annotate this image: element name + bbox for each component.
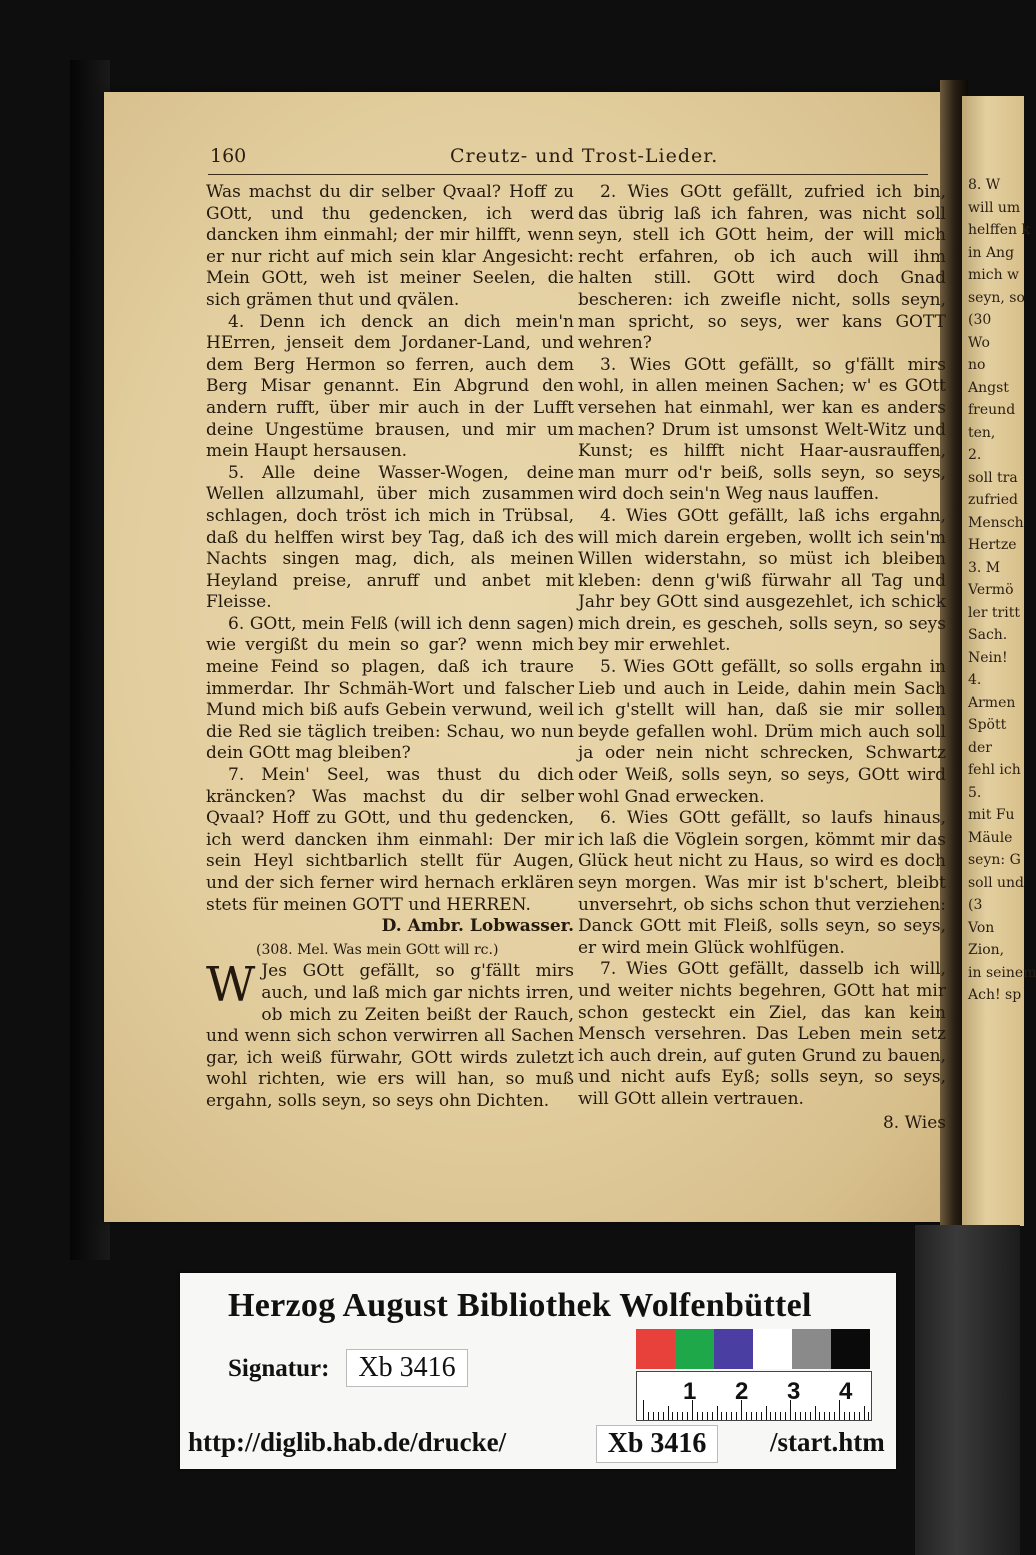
signature-label: Signatur: xyxy=(228,1355,330,1382)
next-page-fragment: 2. xyxy=(968,447,982,463)
next-page-fragment: soll und xyxy=(968,874,1025,891)
ruler-tick xyxy=(697,1412,698,1420)
url-suffix[interactable]: /start.htm xyxy=(770,1427,885,1457)
library-name: Herzog August Bibliothek Wolfenbüttel xyxy=(228,1287,812,1324)
ruler-tick xyxy=(834,1412,835,1420)
next-page-fragment: Armen xyxy=(968,694,1016,711)
next-page-fragment: Sach. xyxy=(968,627,1008,643)
verse-text: 5. Wies GOtt gefällt, so solls ergahn in Lieb und auch in Leide, dahin mein Sach ich g'stellt will han, daß sie mir sollen beyde gefallen wohl. Drüm mich auch soll ja oder nein nicht schrecken, Schwartz oder Weiß, solls seyn, so seys, GOtt wird wohl Gnad erwecken. xyxy=(578,657,946,807)
next-page-fragment: Von xyxy=(968,919,995,936)
drop-cap: W xyxy=(206,957,256,1014)
ruler-tick xyxy=(653,1412,654,1420)
next-page-fragment: 8. W xyxy=(968,177,1001,193)
ruler-tick xyxy=(736,1412,737,1420)
scale-ruler xyxy=(636,1371,872,1421)
next-page-fragment: Vermö xyxy=(968,582,1014,598)
ruler-number: 4 xyxy=(839,1378,853,1405)
next-page-fragment: freund xyxy=(968,402,1016,418)
hymn-header: (308. Mel. Was mein GOtt will rc.) xyxy=(256,941,499,958)
ruler-tick xyxy=(687,1412,688,1420)
next-page-fragment: ten, xyxy=(968,424,996,441)
verse-text: 7. Wies GOtt gefällt, dasselb ich will, und weiter nichts begehren, GOtt hat mir schon gesteckt ein Ziel, das kan kein Mensch versehren. Das Leben mein setz ich auch drein, auf guten Grund zu bauen, und nicht aufs Eyß; solls seyn, so seys, will GOtt allein vertrauen. xyxy=(578,959,946,1109)
next-page-fragment: Mensch xyxy=(968,514,1024,531)
color-swatch xyxy=(792,1329,831,1369)
next-page-fragment: 4. xyxy=(968,672,982,688)
ruler-tick xyxy=(726,1412,727,1420)
verse-text: Jes GOtt gefällt, so g'fällt mirs auch, und laß mich gar nichts irren, ob mich zu Zeiten beißt der Rauch, und wenn sich schon verwirren all Sachen gar, ich weiß fürwahr, GOtt wirds zuletzt wohl richten, wie ers will han, so muß ergahn, solls seyn, so seys ohn Dichten. xyxy=(206,961,574,1111)
ruler-tick xyxy=(677,1412,678,1420)
next-page-fragment: mit Fu xyxy=(968,807,1015,823)
ruler-number: 2 xyxy=(735,1378,749,1405)
color-swatch xyxy=(636,1329,675,1369)
ruler-tick xyxy=(751,1412,752,1420)
ruler-tick xyxy=(849,1412,850,1420)
ruler-tick xyxy=(756,1412,757,1420)
page-number: 160 xyxy=(210,145,247,167)
binding-cloth xyxy=(915,1225,1020,1555)
color-swatch xyxy=(753,1329,792,1369)
next-page-fragment: Angst xyxy=(968,379,1009,396)
color-calibration-strip xyxy=(636,1329,870,1369)
next-page-fragment: (30 xyxy=(968,312,992,328)
verse-text: 4. Denn ich denck an dich mein'n HErren, jenseit dem Jordaner-Land, und dem Berg Hermon so ferren, auch dem Berg Misar genannt. Ein Abgrund den andern rufft, über mir auch in der Lufft deine Ungestüme brausen, und mir um mein Haupt hersausen. xyxy=(206,311,574,462)
ruler-tick xyxy=(819,1412,820,1420)
next-page-fragment: Hertze xyxy=(968,537,1017,553)
ruler-tick xyxy=(702,1412,703,1420)
next-page-fragment: helffen k xyxy=(968,222,1030,238)
ruler-tick xyxy=(712,1412,713,1420)
ruler-tick xyxy=(859,1412,860,1420)
ruler-tick xyxy=(766,1406,767,1420)
left-column xyxy=(206,182,574,1113)
ruler-tick xyxy=(844,1412,845,1420)
ruler-tick xyxy=(746,1412,747,1420)
verse-text: 7. Mein' Seel, was thust du dich kräncken? Was machst du dir selber Qvaal? Hoff zu GOtt, und thu gedencken, ich werd dancken ihm einmahl: Der mir sein Heyl sichtbarlich stellt für Augen, und der sich ferner wird hernach erklären stets für meinen GOTT und HERREN. xyxy=(206,765,574,915)
library-label-card xyxy=(180,1273,896,1469)
url-prefix[interactable]: http://diglib.hab.de/drucke/ xyxy=(188,1427,507,1457)
next-page-fragment: Spött xyxy=(968,717,1007,733)
next-page-fragment: 5. xyxy=(968,784,982,801)
verse-text: 4. Wies GOtt gefällt, laß ichs ergahn, will mich darein ergeben, wollt ich sein'm Willen widerstahn, so müst ich bleiben kleben: denn g'wiß fürwahr all Tag und Jahr bey GOtt sind ausgezehlet, ich schick mich drein, es gescheh, solls seyn, so seys bey mir erwehlet. xyxy=(578,505,946,656)
catchword: 8. Wies xyxy=(882,1112,946,1133)
next-page-fragment: mich w xyxy=(968,267,1020,283)
ruler-tick xyxy=(800,1412,801,1420)
next-page-fragment: will um xyxy=(968,199,1021,216)
next-page-fragment: 3. M xyxy=(968,559,1001,576)
ruler-tick xyxy=(731,1412,732,1420)
next-page-fragment: seyn, so xyxy=(968,289,1025,306)
ruler-tick xyxy=(775,1412,776,1420)
ruler-tick xyxy=(668,1406,669,1420)
verse-text: 6. GOtt, mein Felß (will ich denn sagen) wie vergißt du mein so gar? wenn mich meine Feind so plagen, daß ich traure immerdar. Ihr Schmäh-Wort und falscher Mund mich biß aufs Gebein verwund, weil die Red sie täglich treiben: Schau, wo nun dein GOtt mag bleiben? xyxy=(206,613,574,764)
next-page-fragment: Nein! xyxy=(968,649,1008,666)
ruler-tick xyxy=(721,1412,722,1420)
next-page-fragment: fehl ich xyxy=(968,762,1021,778)
color-swatch xyxy=(714,1329,753,1369)
next-page-fragment: in seinem xyxy=(968,964,1036,981)
header-rule xyxy=(208,174,928,175)
ruler-tick xyxy=(663,1412,664,1420)
hymn-author: D. Ambr. Lobwasser. xyxy=(381,916,574,937)
ruler-tick xyxy=(824,1412,825,1420)
ruler-tick xyxy=(648,1412,649,1420)
verse-text: Was machst du dir selber Qvaal? Hoff zu GOtt, und thu gedencken, ich werd dancken ihm einmahl; der mir hilfft, wenn er nur richt auf mich sein klar Angesicht: Mein GOtt, weh ist meiner Seelen, die sich grämen thut und qvälen. xyxy=(206,182,574,310)
right-column xyxy=(578,182,946,1134)
url-id[interactable]: Xb 3416 xyxy=(596,1425,718,1463)
ruler-tick xyxy=(761,1412,762,1420)
ruler-tick xyxy=(805,1412,806,1420)
next-page-fragment: soll tra xyxy=(968,469,1018,486)
running-title: Creutz- und Trost-Lieder. xyxy=(450,145,719,167)
verse-text: 6. Wies GOtt gefällt, so laufs hinaus, ich laß die Vöglein sorgen, kömmt mir das Glück heut nicht zu Haus, so wird es doch seyn morgen. Was mir ist b'schert, bleibt unversehrt, ob sichs schon thut verziehen: Danck GOtt mit Fleiß, solls seyn, so seys, er wird mein Glück wohlfügen. xyxy=(578,808,946,958)
next-page-fragment: seyn: G xyxy=(968,852,1021,868)
next-page-fragment: (3 xyxy=(968,897,983,913)
ruler-tick xyxy=(717,1406,718,1420)
next-page-fragment: in Ang xyxy=(968,244,1015,261)
signature-value: Xb 3416 xyxy=(346,1349,468,1387)
next-page-fragment: no xyxy=(968,357,986,373)
ruler-tick xyxy=(770,1412,771,1420)
ruler-tick xyxy=(682,1412,683,1420)
ruler-tick xyxy=(707,1412,708,1420)
next-page-fragment: Ach! sp xyxy=(968,987,1022,1003)
ruler-tick xyxy=(868,1412,869,1420)
ruler-tick xyxy=(643,1400,644,1420)
next-page-fragment: ler tritt xyxy=(968,604,1020,621)
ruler-number: 3 xyxy=(787,1378,801,1405)
next-page-fragment: zufried xyxy=(968,492,1018,508)
next-page-fragment: Mäule xyxy=(968,829,1013,846)
page-header xyxy=(210,145,930,171)
next-page-fragment: Wo xyxy=(968,334,990,351)
ruler-tick xyxy=(795,1412,796,1420)
verse-text: 2. Wies GOtt gefällt, zufried ich bin, das übrig laß ich fahren, was nicht soll seyn, stell ich GOtt heim, der will mich recht erfahren, ob ich auch will ihm halten still. GOtt wird doch Gnad bescheren: ich zweifle nicht, solls seyn, man spricht, so seys, wer kans GOTT wehren? xyxy=(578,182,946,354)
ruler-number: 1 xyxy=(683,1378,697,1405)
color-swatch xyxy=(831,1329,870,1369)
ruler-tick xyxy=(829,1412,830,1420)
ruler-tick xyxy=(785,1412,786,1420)
ruler-tick xyxy=(864,1406,865,1420)
color-swatch xyxy=(675,1329,714,1369)
next-page-fragment: der xyxy=(968,739,992,756)
ruler-tick xyxy=(815,1406,816,1420)
ruler-tick xyxy=(780,1412,781,1420)
next-page-fragment: Zion, xyxy=(968,942,1005,958)
ruler-tick xyxy=(658,1412,659,1420)
verse-text: 3. Wies GOtt gefällt, so g'fällt mirs wohl, in allen meinen Sachen; w' es GOtt versehen hat einmahl, wer kan es anders machen? Drum ist umsonst Welt-Witz und Kunst; es hilfft nicht Haar-ausrauffen, man murr od'r beiß, solls seyn, so seys, wird doch sein'n Weg naus lauffen. xyxy=(578,354,946,505)
next-page-edge xyxy=(962,96,1036,1226)
ruler-tick xyxy=(854,1412,855,1420)
ruler-tick xyxy=(672,1412,673,1420)
ruler-tick xyxy=(810,1412,811,1420)
verse-text: 5. Alle deine Wasser-Wogen, deine Wellen allzumahl, über mich zusammen schlagen, doch tröst ich mich in Trübsal, daß du helffen wirst bey Tag, daß ich des Nachts singen mag, dich, als meinen Heyland preise, anruff und anbet mit Fleisse. xyxy=(206,462,574,613)
hymn-first-verse xyxy=(206,957,574,1112)
